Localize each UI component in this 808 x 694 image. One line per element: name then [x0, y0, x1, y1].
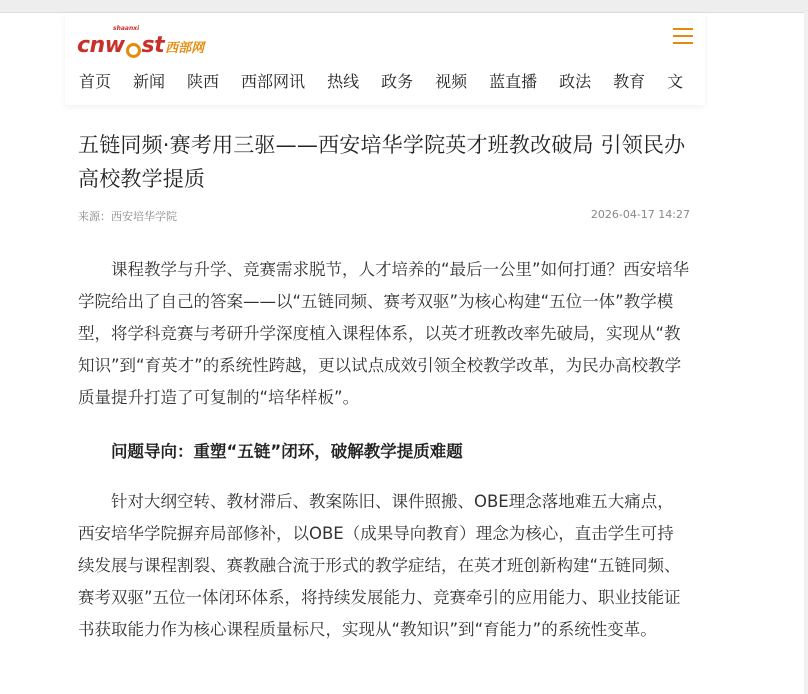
nav-item[interactable]: 陕西 — [187, 72, 220, 91]
nav-item[interactable]: 热线 — [327, 72, 360, 91]
nav-item[interactable]: 西部网讯 — [241, 72, 306, 91]
article-paragraph: 针对大纲空转、教材滞后、教案陈旧、课件照搬、OBE理念落地难五大痛点，西安培华学院摒弃局部修补，以OBE（成果导向教育）理念为核心，直击学生可持续发展与课程割裂、赛教融合流于形式的教学症结，在英才班创新构建“五链同频、赛考双驱”五位一体闭环体系，将持续发展能力、竞赛牵引的应用能力、职业技能证书获取能力作为核心课程质量标尺，实现从“教知识”到“育能力”的系统性变革。 — [78, 492, 681, 639]
browser-top-strip — [0, 0, 808, 13]
nav-item[interactable]: 新闻 — [133, 72, 166, 91]
hamburger-menu-icon[interactable] — [673, 28, 693, 44]
article-title: 五链同频·赛考用三驱——西安培华学院英才班教改破局 引领民办高校教学提质 — [78, 133, 686, 191]
scrollbar-track[interactable] — [804, 12, 808, 694]
cnwest-logo[interactable] — [77, 23, 204, 57]
channel-nav — [79, 69, 691, 95]
nav-item[interactable]: 政法 — [559, 72, 592, 91]
nav-item[interactable]: 首页 — [79, 72, 112, 91]
logo-english-prefix: cnw — [77, 33, 125, 58]
nav-item[interactable]: 文 — [667, 72, 684, 91]
article-paragraph: 课程教学与升学、竞赛需求脱节，人才培养的“最后一公里”如何打通？西安培华学院给出了自己的答案——以“五链同频、赛考双驱”为核心构建“五位一体”教学模型，将学科竞赛与考研升学深度植入课程体系，以英才班教改率先破局，实现从“教知识”到“育英才”的系统性跨越，更以试点成效引领全校教学改革，为民办高校教学质量提升打造了可复制的“培华样板”。 — [78, 260, 690, 407]
logo-chinese: 西部网 — [165, 41, 205, 56]
article-meta — [78, 208, 698, 224]
logo-ring-icon — [126, 43, 141, 58]
article-header — [78, 128, 698, 224]
nav-item[interactable]: 蓝直播 — [489, 72, 538, 91]
nav-item[interactable]: 教育 — [613, 72, 646, 91]
article-source: 来源：西安培华学院 — [78, 210, 177, 223]
logo-tiny-text: shaanxi — [113, 25, 140, 32]
nav-item[interactable]: 政务 — [381, 72, 414, 91]
logo-english-suffix: st — [141, 33, 165, 58]
nav-item[interactable]: 视频 — [435, 72, 468, 91]
article-subheading: 问题导向：重塑“五链”闭环，破解教学提质难题 — [111, 442, 463, 461]
site-header — [65, 13, 705, 105]
article-date: 2026-04-17 14:27 — [590, 208, 690, 221]
